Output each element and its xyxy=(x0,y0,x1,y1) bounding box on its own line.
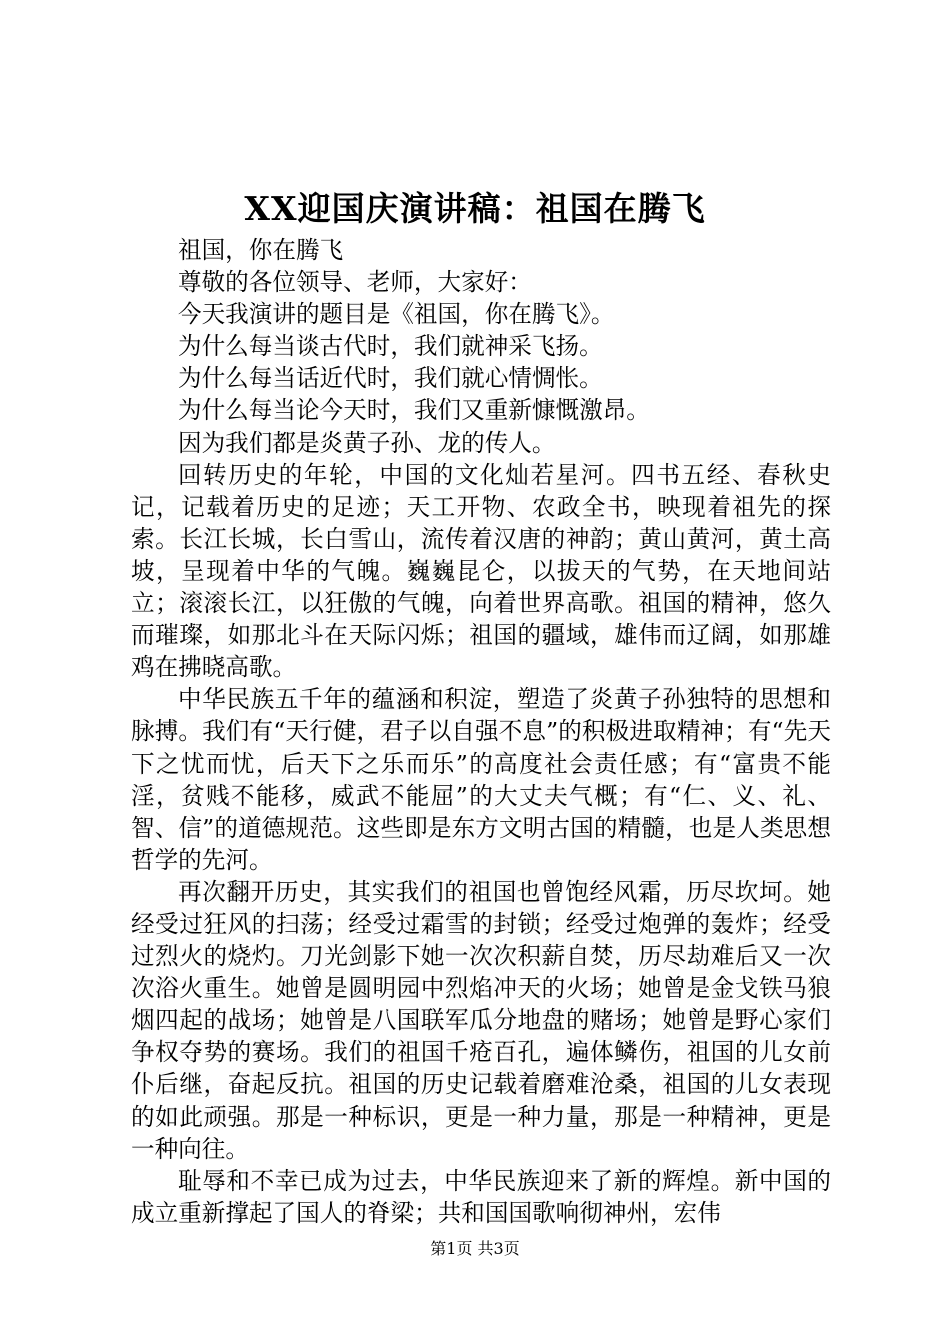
paragraph: 为什么每当谈古代时，我们就神采飞扬。 xyxy=(178,332,603,361)
paragraph: 回转历史的年轮，中国的文化灿若星河。四书五经、春秋史记，记载着历史的足迹；天工开物、农政全书，映现着祖先的探索。长江长城，长白雪山，流传着汉唐的神韵；黄山黄河，黄土高坡，呈现着中华的气魄。巍巍昆仑，以拔天的气势，在天地间站立；滚滚长江，以狂傲的气魄，向着世界高歌。祖国的精神，悠久而璀璨，如那北斗在天际闪烁；祖国的疆域，雄伟而辽阔，如那雄鸡在拂晓高歌。 xyxy=(131,460,831,682)
document-body xyxy=(131,234,831,1229)
paragraph: 中华民族五千年的蕴涵和积淀，塑造了炎黄子孙独特的思想和脉搏。我们有“天行健，君子以自强不息”的积极进取精神；有“先天下之忧而忧，后天下之乐而乐”的高度社会责任感；有“富贵不能淫，贫贱不能移，威武不能屈”的大丈夫气概；有“仁、义、礼、智、信”的道德规范。这些即是东方文明古国的精髓，也是人类思想哲学的先河。 xyxy=(131,685,831,874)
paragraph: 尊敬的各位领导、老师，大家好： xyxy=(178,268,532,297)
paragraph: 今天我演讲的题目是《祖国，你在腾飞》。 xyxy=(178,300,615,329)
paragraph: 祖国，你在腾飞 xyxy=(178,236,344,264)
document-title: XX迎国庆演讲稿：祖国在腾飞 xyxy=(244,189,706,228)
page-footer: 第1页 共3页 xyxy=(430,1239,520,1258)
paragraph: 因为我们都是炎黄子孙、龙的传人。 xyxy=(178,428,556,457)
paragraph: 为什么每当话近代时，我们就心情惆怅。 xyxy=(178,364,603,393)
paragraph: 为什么每当论今天时，我们又重新慷慨激昂。 xyxy=(178,396,650,425)
paragraph: 再次翻开历史，其实我们的祖国也曾饱经风霜，历尽坎坷。她经受过狂风的扫荡；经受过霜雪的封锁；经受过炮弹的轰炸；经受过烈火的烧灼。刀光剑影下她一次次积薪自焚，历尽劫难后又一次次浴火重生。她曾是圆明园中烈焰冲天的火场；她曾是金戈铁马狼烟四起的战场；她曾是八国联军瓜分地盘的赌场；她曾是野心家们争权夺势的赛场。我们的祖国千疮百孔，遍体鳞伤，祖国的儿女前仆后继，奋起反抗。祖国的历史记载着磨难沧桑，祖国的儿女表现的如此顽强。那是一种标识，更是一种力量，那是一种精神，更是一种向往。 xyxy=(131,877,831,1163)
paragraph: 耻辱和不幸已成为过去，中华民族迎来了新的辉煌。新中国的成立重新撑起了国人的脊梁；共和国国歌响彻神州，宏伟 xyxy=(131,1166,831,1227)
